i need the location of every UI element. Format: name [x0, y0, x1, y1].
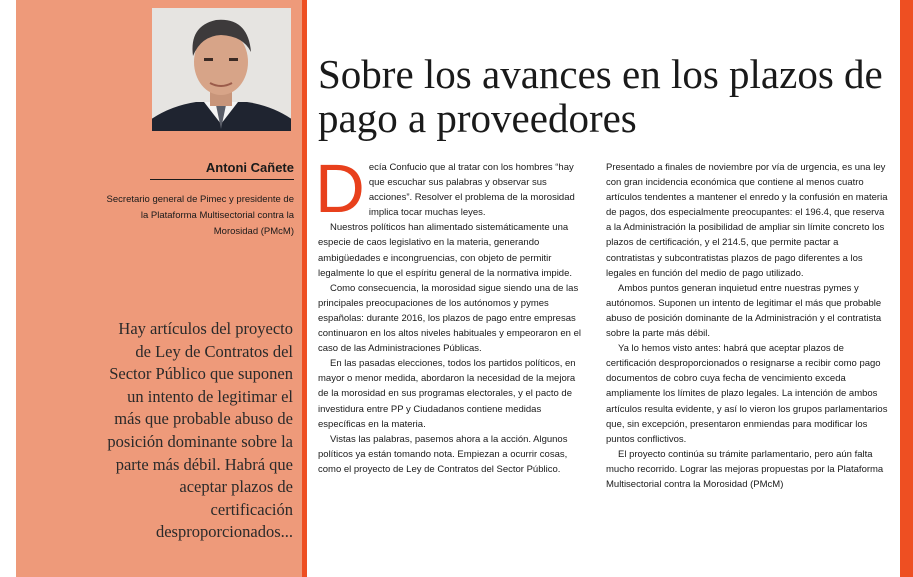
- author-divider: [150, 179, 294, 180]
- body-paragraph: Decía Confucio que al tratar con los hombres “hay que escuchar sus palabras y observar sus acciones”. Resolver el problema de la morosidad implica tocar muchas leyes.: [315, 150, 575, 227]
- article-column-2: [606, 160, 888, 492]
- body-paragraph: Presentado a finales de noviembre por vía de urgencia, es una ley con gran incidencia económica que contiene al menos cuatro artículos tendentes a mantener el enredo y la confusión en materia de pagos, dos especialmente preocupantes: el 196.4, que reserva a la Administración la posibilidad de ampliar sin límite concreto los plazos de certificación, y el 214.5, que permite pactar a contratistas y subcontratistas plazos de pago diferentes a los legales en función del medio de pago utilizado.: [606, 162, 888, 279]
- article-headline: Sobre los avances en los plazos de pago a proveedores: [318, 51, 883, 141]
- body-paragraph: Ya lo hemos visto antes: habrá que aceptar plazos de certificación desproporcionados o resignarse a recibir como pago documentos de cobro cuya fecha de vencimiento exceda ampliamente los límites de plazo legales. La intención de ambos artículos resulta evidente, y así lo vieron los grupos parlamentarios que, sin excepción, presentaron enmiendas para modificar los puntos conflictivos.: [606, 343, 888, 445]
- article-column-1: [315, 150, 588, 477]
- pull-quote: Hay artículos del proyecto de Ley de Contratos del Sector Público que suponen un intento de legitimar el más que probable abuso de posición dominante sobre la parte más débil. Habrá que aceptar plazos de certificación desproporcionados...: [107, 319, 293, 542]
- sidebar-divider: [302, 0, 307, 577]
- author-photo: [152, 8, 291, 131]
- body-paragraph: Como consecuencia, la morosidad sigue siendo una de las principales preocupaciones de los autónomos y pymes españolas: durante 2016, los plazos de pago entre empresas continuaron en los altos niveles habituales y empeoraron en el caso de las Administraciones Públicas.: [318, 282, 581, 355]
- body-paragraph: En las pasadas elecciones, todos los partidos políticos, en mayor o menor medida, abordaron la necesidad de la mejora de la morosidad en sus programas electorales, y el pacto de investidura entre PP y Ciudadanos contiene medidas específicas en la materia.: [318, 358, 576, 430]
- author-name: Antoni Cañete: [205, 160, 294, 175]
- body-paragraph: El proyecto continúa su trámite parlamentario, pero aún falta mucho recorrido. Lograr las mejoras propuestas por la Plataforma Multisectorial contra la Morosidad (PMcM): [606, 448, 884, 490]
- author-portrait-image: [152, 8, 291, 131]
- author-bio: Secretario general de Pimec y presidente de la Plataforma Multisectorial contra la Morosidad (PMcM): [106, 194, 294, 237]
- drop-cap: D: [315, 150, 365, 227]
- page-margin: [0, 0, 16, 577]
- right-edge-bar: [900, 0, 913, 577]
- body-paragraph: Vistas las palabras, pasemos ahora a la acción. Algunos políticos ya están tomando nota. Empiezan a ocurrir cosas, como el proyecto de Ley de Contratos del Sector Público.: [318, 433, 568, 475]
- body-paragraph: Nuestros políticos han alimentado sistemáticamente una especie de caos legislativo en la materia, generando ambigüedades e incongruencias, con objeto de permitir legalmente lo que el espíritu general de la normativa impide.: [318, 222, 573, 279]
- body-paragraph: Ambos puntos generan inquietud entre nuestras pymes y autónomos. Suponen un intento de legitimar el más que probable abuso de posición dominante de la Administración y el contratista sobre la parte más débil.: [606, 282, 882, 340]
